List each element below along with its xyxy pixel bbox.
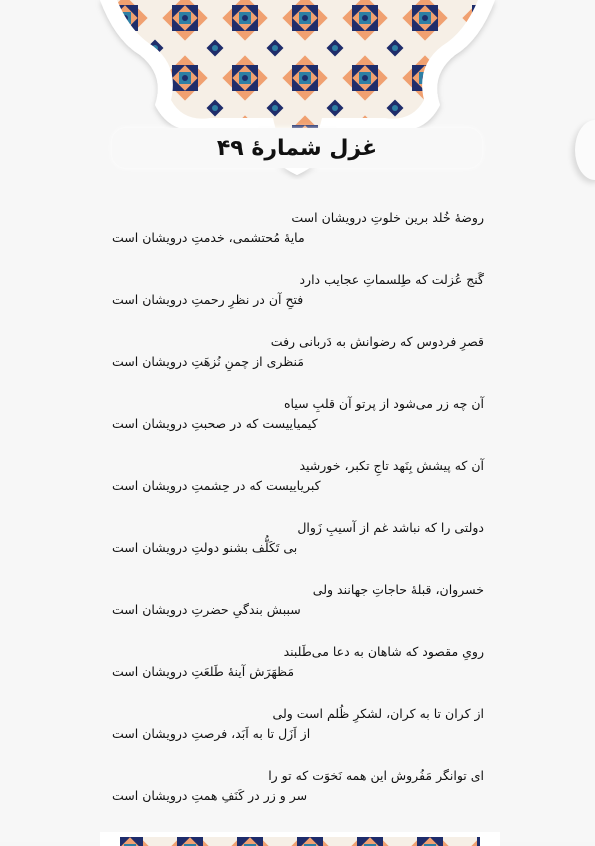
hemistich-second: کبریاییست که در حِشمتِ درویشان است: [112, 478, 321, 493]
poem-title: غزل شمارهٔ ۴۹: [216, 135, 378, 161]
couplet: [112, 207, 484, 269]
hemistich-first: آن که پیشش بِنَهد تاجِ تکبر، خورشید: [299, 458, 484, 473]
hemistich-first: قصرِ فردوس که رضوانش به دَربانی رفت: [270, 334, 484, 349]
hemistich-second: مایهٔ مُحتشمی، خدمتِ درویشان است: [112, 230, 305, 245]
hemistich-second: مَظهَرَش آینهٔ طَلعَتِ درویشان است: [112, 664, 295, 679]
couplet: [112, 765, 484, 827]
hemistich-second: مَنظری از چمنِ نُزهَتِ درویشان است: [112, 354, 304, 369]
hemistich-second: از اَزَل تا به اَبَد، فرصتِ درویشان است: [112, 726, 311, 741]
hemistich-second: کیمیاییست که در صحبتِ درویشان است: [112, 416, 318, 431]
hemistich-first: ای توانگر مَفُروش این همه نَخوَت که تو را: [268, 768, 484, 783]
hemistich-first: روضهٔ خُلد برین خلوتِ درویشان است: [291, 210, 484, 225]
couplet: [112, 393, 484, 455]
couplet: [112, 331, 484, 393]
couplet: [112, 703, 484, 765]
bottom-tile-ornament: [100, 832, 500, 846]
hemistich-first: رویِ مقصود که شاهان به دعا می‌طَلبند: [283, 644, 484, 659]
couplet: [112, 517, 484, 579]
couplet: [112, 579, 484, 641]
title-banner: [112, 128, 482, 168]
hemistich-first: دولتی را که نباشد غم از آسیبِ زَوال: [297, 520, 484, 535]
hemistich-first: گَنج عُزلت که طِلسماتِ عجایب دارد: [299, 272, 484, 287]
hemistich-second: سر و زر در کَنَفِ همتِ درویشان است: [112, 788, 308, 803]
couplet: [112, 455, 484, 517]
hemistich-second: سببش بندگیِ حضرتِ درویشان است: [112, 602, 301, 617]
hemistich-second: فتحِ آن در نظرِ رحمتِ درویشان است: [112, 292, 304, 307]
hemistich-first: آن چه زر می‌شود از پرتو آن قلبِ سیاه: [283, 396, 484, 411]
couplet: [112, 269, 484, 331]
couplet: [112, 641, 484, 703]
hemistich-first: از کران تا به کران، لشکرِ ظُلم است ولی: [272, 706, 484, 721]
poem-body: [112, 207, 484, 827]
hemistich-second: بی تَکَلُّف بشنو دولتِ درویشان است: [112, 540, 298, 555]
hemistich-first: خسروان، قبلهٔ حاجاتِ جهانند ولی: [312, 582, 484, 597]
page-curl-decoration: [575, 120, 595, 180]
